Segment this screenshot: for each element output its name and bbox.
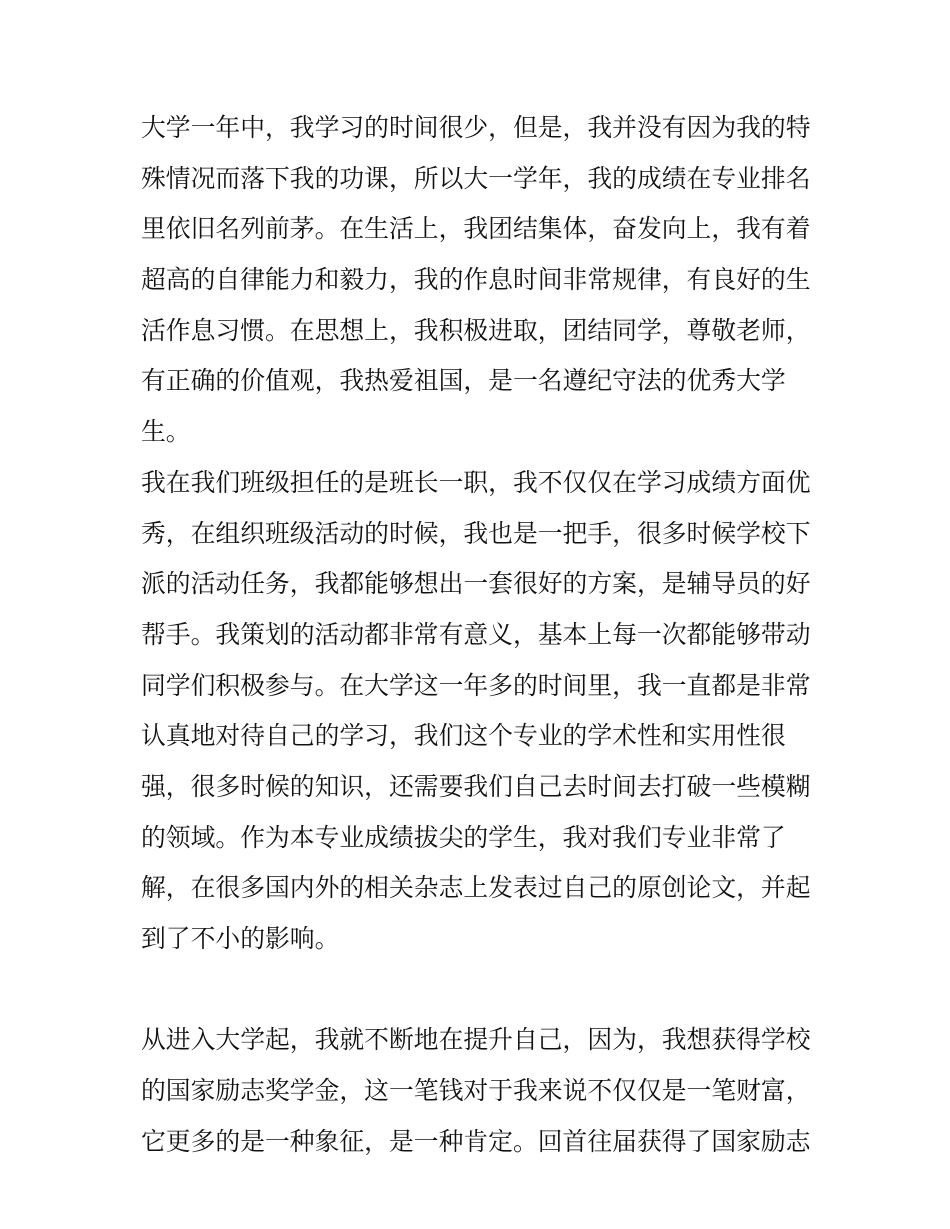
text-line: 里依旧名列前茅。在生活上，我团结集体，奋发向上，我有着: [141, 214, 811, 244]
text-line: 超高的自律能力和毅力，我的作息时间非常规律，有良好的生: [141, 265, 811, 295]
paragraph-1: [141, 103, 813, 458]
text-line: 我在我们班级担任的是班长一职，我不仅仅在学习成绩方面优: [141, 467, 811, 497]
text-line: 殊情况而落下我的功课，所以大一学年，我的成绩在专业排名: [141, 163, 811, 193]
text-line: 认真地对待自己的学习，我们这个专业的学术性和实用性很: [141, 721, 786, 751]
text-line: 派的活动任务，我都能够想出一套很好的方案，是辅导员的好: [141, 569, 811, 599]
text-line: 帮手。我策划的活动都非常有意义，基本上每一次都能够带动: [141, 619, 811, 649]
text-line: 解，在很多国内外的相关杂志上发表过自己的原创论文，并起: [141, 873, 811, 903]
text-line: 同学们积极参与。在大学这一年多的时间里，我一直都是非常: [141, 670, 811, 700]
text-line: 的国家励志奖学金，这一笔钱对于我来说不仅仅是一笔财富，: [141, 1076, 811, 1106]
text-line: [141, 965, 813, 1016]
text-line: 秀，在组织班级活动的时候，我也是一把手，很多时候学校下: [141, 518, 811, 548]
text-line: 的领域。作为本专业成绩拔尖的学生，我对我们专业非常了: [141, 822, 786, 852]
document-body: [141, 103, 813, 1167]
text-line: 从进入大学起，我就不断地在提升自己，因为，我想获得学校: [141, 1025, 811, 1055]
text-line: 有正确的价值观，我热爱祖国，是一名遵纪守法的优秀大学: [141, 366, 786, 396]
text-line: 活作息习惯。在思想上，我积极进取，团结同学，尊敬老师，: [141, 315, 811, 345]
text-line: 强，很多时候的知识，还需要我们自己去时间去打破一些模糊: [141, 771, 811, 801]
paragraph-3: [141, 1015, 813, 1167]
paragraph-2: [141, 458, 813, 1016]
text-line: 生。: [141, 417, 191, 447]
text-line: 到了不小的影响。: [141, 924, 340, 953]
text-line: 大学一年中，我学习的时间很少，但是，我并没有因为我的特: [141, 113, 811, 142]
text-line: 它更多的是一种象征，是一种肯定。回首往届获得了国家励志: [141, 1126, 811, 1156]
